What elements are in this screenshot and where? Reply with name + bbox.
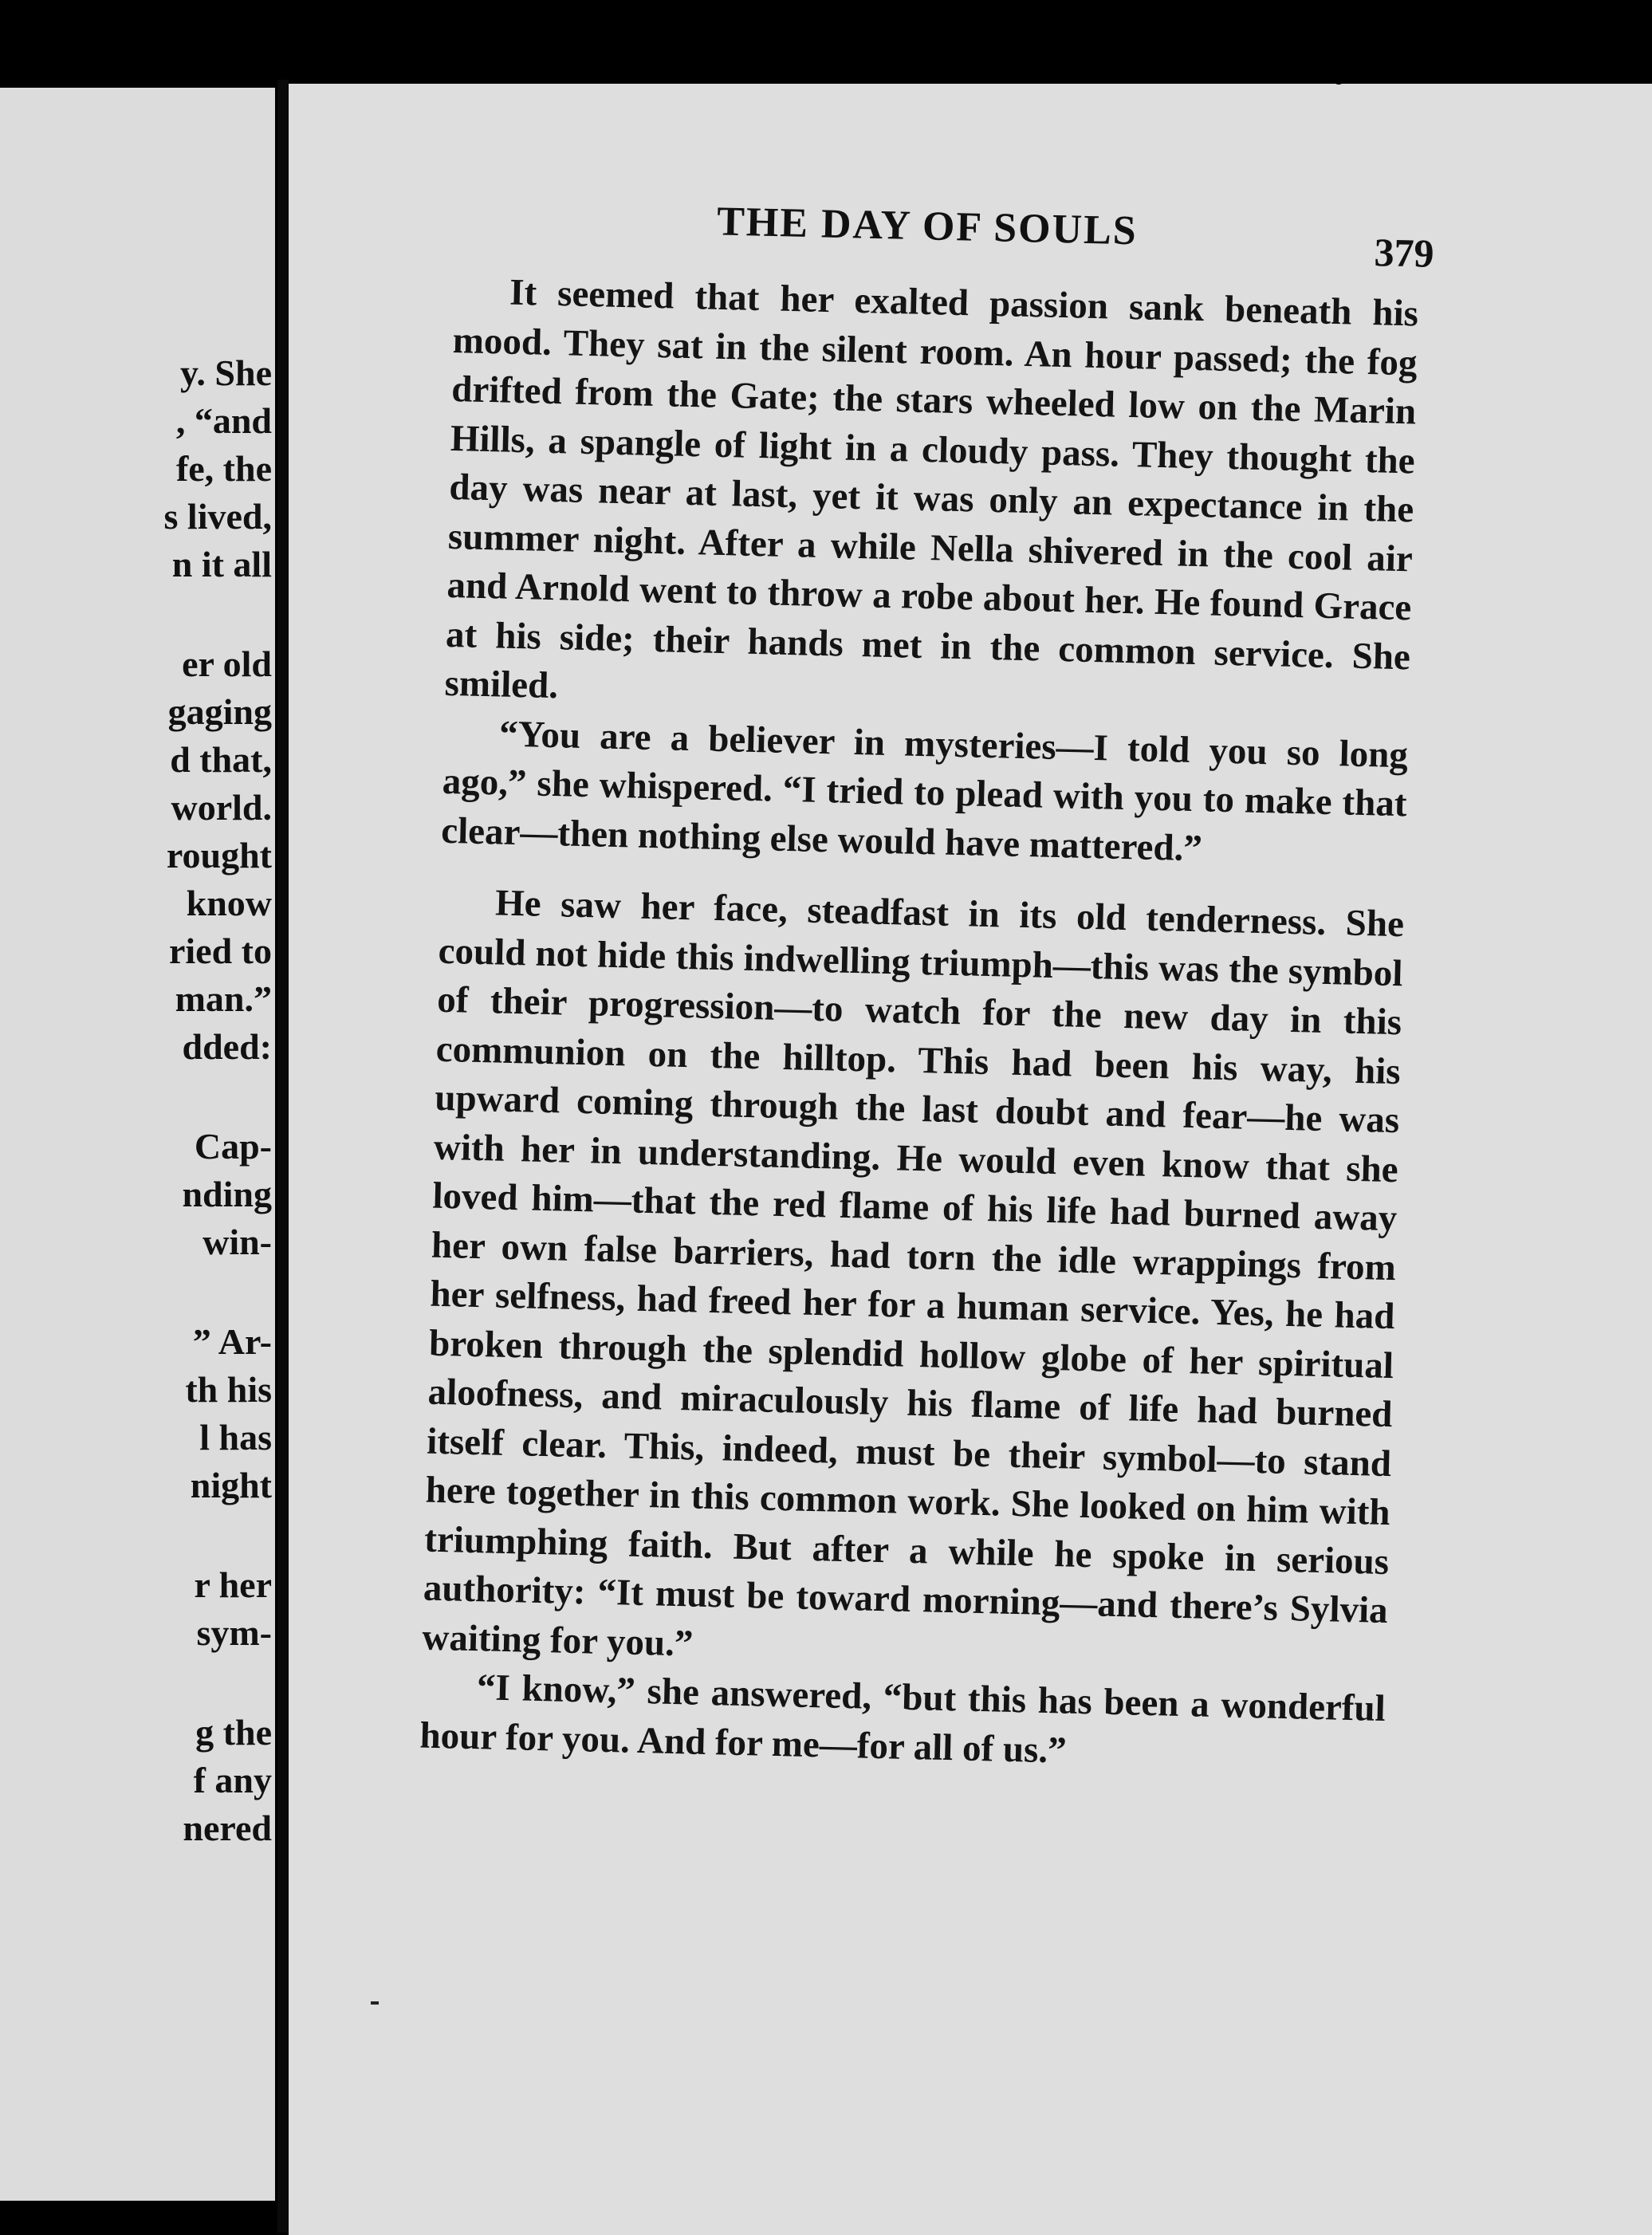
left-page-fragment: d that, xyxy=(170,739,272,780)
left-page-fragment: f any xyxy=(193,1760,272,1800)
paragraph: “I know,” she answered, “but this has been a wonderful hour for you. And for me—for all of us.” xyxy=(419,1666,1386,1772)
left-page-fragment: g the xyxy=(195,1712,272,1753)
left-page-fragment: n it all xyxy=(171,544,272,584)
left-page-fragment: nered xyxy=(183,1808,272,1848)
paragraph: It seemed that her exalted passion sank beneath his mood. They sat in the silent room. An hour passed; the fog drifted from the Gate; the stars wheeled low on the Marin Hills, a spangle of light in a cloudy pass. They thought the day was near at last, yet it was only an expectance in the summer night. After a while Nella shivered in the cool air and Arnold went to throw a robe about her. He found Grace at his side; their hands met in the common service. She smiled. xyxy=(444,271,1419,707)
left-page-fragment: fe, the xyxy=(175,448,272,489)
paragraph: “You are a believer in mysteries—I told you so long ago,” she whispered. “I tried to plead with you to make that clear—then nothing else would have mattered.” xyxy=(440,712,1409,869)
left-page-fragment: man.” xyxy=(175,978,272,1019)
left-page-fragment: er old xyxy=(182,643,272,684)
left-page-fragment: r her xyxy=(194,1564,272,1605)
scan-speck xyxy=(1333,73,1344,85)
left-page-fragment: th his xyxy=(185,1369,272,1410)
book-gutter xyxy=(277,80,289,2233)
left-page-fragment: l has xyxy=(199,1417,272,1458)
left-page-fragment: world. xyxy=(171,787,272,828)
left-page-edge xyxy=(0,88,275,2201)
left-page-fragment: rought xyxy=(166,835,272,876)
left-page-fragment: Cap- xyxy=(194,1126,272,1167)
left-page-fragment: , “and xyxy=(175,400,272,441)
scan-speck xyxy=(1485,0,1502,21)
left-page-fragment: s lived, xyxy=(163,496,272,537)
left-page-fragment: dded: xyxy=(182,1026,272,1067)
left-page-fragment: win- xyxy=(203,1222,272,1262)
left-page-fragment: nding xyxy=(182,1174,272,1214)
left-page-fragment: y. She xyxy=(179,352,272,393)
left-page-fragment: night xyxy=(190,1465,272,1505)
left-page-fragment: gaging xyxy=(167,691,272,732)
body-text xyxy=(419,267,1419,1783)
running-head: THE DAY OF SOULS xyxy=(716,199,1139,254)
left-page-fragment: ried to xyxy=(168,931,272,971)
paragraph: He saw her face, steadfast in its old tenderness. She could not hide this indwelling triumph—this was the symbol of their progression—to watch for the new day in this communion on the hilltop. This had been his way, his upward coming through the last doubt and fear—he was with her in understanding. He would even know that she loved him—that the red flame of his life had burned away her own false barriers, had torn the idle wrappings from her selfness, had freed her for a human service. Yes, he had broken through the splendid hollow globe of her spiritual aloofness, and miraculously his flame of life had burned itself clear. This, indeed, must be their symbol—to stand here together in this common work. She looked on him with triumphing faith. But after a while he spoke in serious authority: “It must be toward morning—and there’s Sylvia waiting for you.” xyxy=(421,882,1405,1665)
left-page-fragment: ” Ar- xyxy=(192,1321,272,1362)
page-number: 379 xyxy=(1373,230,1435,276)
left-page-fragment: sym- xyxy=(196,1612,272,1653)
scan-mark xyxy=(371,2001,379,2005)
left-page-fragment: know xyxy=(186,883,272,923)
